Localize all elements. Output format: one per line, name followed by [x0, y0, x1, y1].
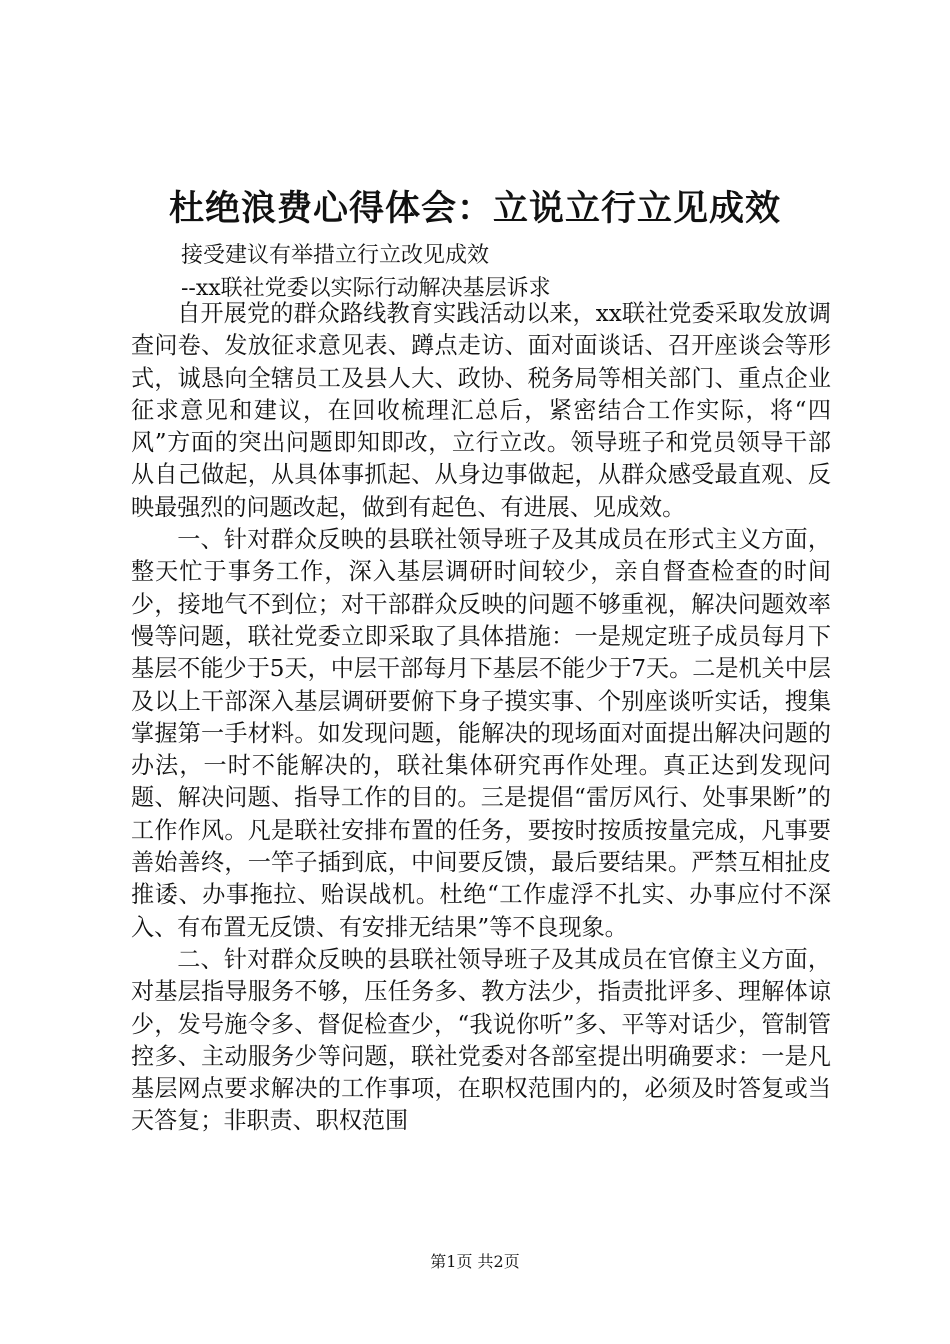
body-paragraph-section-2: 二、针对群众反映的县联社领导班子及其成员在官僚主义方面，对基层指导服务不够，压任务多、教方法少，指责批评多、理解体谅少，发号施令多、督促检查少，“我说你听”多、平等对话少，管制管控多、主动服务少等问题，联社党委对各部室提出明确要求：一是凡基层网点要求解决的工作事项，在职权范围内的，必须及时答复或当天答复；非职责、职权范围 [131, 946, 831, 1135]
document-body [131, 298, 831, 1138]
document-title: 杜绝浪费心得体会：立说立行立见成效 [168, 188, 781, 229]
document-subtitle-attribution: --xx联社党委以实际行动解决基层诉求 [181, 276, 551, 301]
body-paragraph-intro: 自开展党的群众路线教育实践活动以来，xx联社党委采取发放调查问卷、发放征求意见表、蹲点走访、面对面谈话、召开座谈会等形式，诚恳向全辖员工及县人大、政协、税务局等相关部门、重点企业征求意见和建议，在回收梳理汇总后，紧密结合工作实际，将“四风”方面的突出问题即知即改，立行立改。领导班子和党员领导干部从自己做起，从具体事抓起、从身边事做起，从群众感受最直观、反映最强烈的问题改起，做到有起色、有进展、见成效。 [131, 301, 831, 521]
document-subtitle: 接受建议有举措立行立改见成效 [181, 243, 490, 268]
page-footer: 第1页 共2页 [430, 1252, 520, 1271]
body-paragraph-section-1: 一、针对群众反映的县联社领导班子及其成员在形式主义方面，整天忙于事务工作，深入基层调研时间较少，亲自督查检查的时间少，接地气不到位；对干部群众反映的问题不够重视，解决问题效率慢等问题，联社党委立即采取了具体措施：一是规定班子成员每月下基层不能少于5天，中层干部每月下基层不能少于7天。二是机关中层及以上干部深入基层调研要俯下身子摸实事、个别座谈听实话，搜集掌握第一手材料。如发现问题，能解决的现场面对面提出解决问题的办法，一时不能解决的，联社集体研究再作处理。真正达到发现问题、解决问题、指导工作的目的。三是提倡“雷厉风行、处事果断”的工作作风。凡是联社安排布置的任务，要按时按质按量完成，凡事要善始善终，一竿子插到底，中间要反馈，最后要结果。严禁互相扯皮推诿、办事拖拉、贻误战机。杜绝“工作虚浮不扎实、办事应付不深入、有布置无反馈、有安排无结果”等不良现象。 [131, 527, 831, 941]
